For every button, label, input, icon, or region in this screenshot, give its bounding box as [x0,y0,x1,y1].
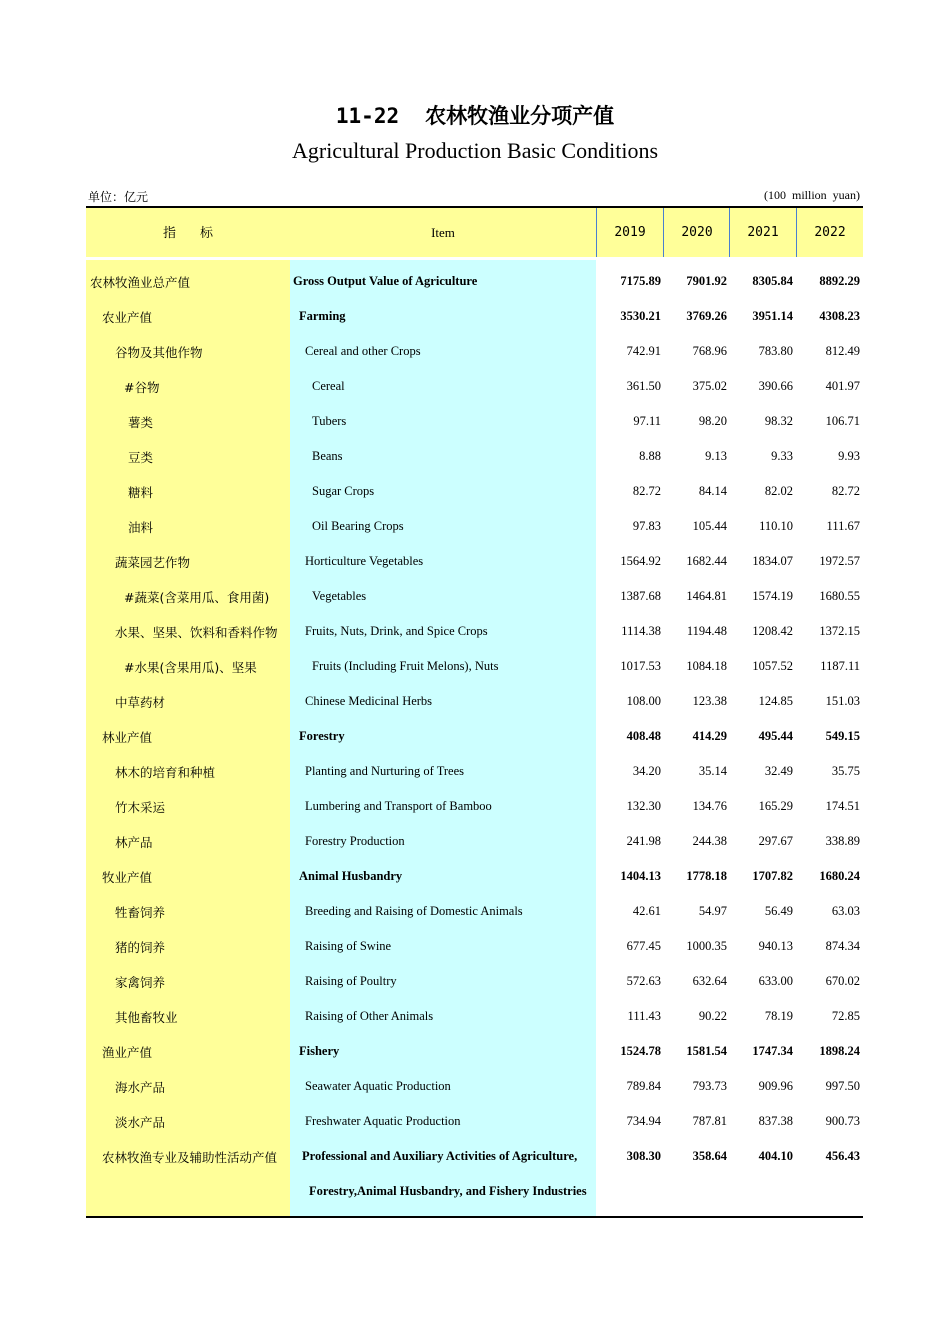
value-2021: 78.19 [764,1009,793,1023]
row-indicator-cn: #水果(含果用瓜)、坚果 [124,660,257,675]
value-2021: 1057.52 [752,659,793,673]
value-2022: 9.93 [838,449,860,463]
value-2021: 783.80 [758,344,793,358]
row-item-en: Vegetables [312,589,367,603]
value-2020: 35.14 [698,764,727,778]
value-2019: 241.98 [626,834,661,848]
value-2022: 82.72 [831,484,860,498]
value-2020: 1464.81 [686,589,727,603]
value-2021: 32.49 [764,764,793,778]
value-2021: 8305.84 [752,274,793,288]
table-row [86,475,863,510]
table-row [86,440,863,475]
value-2022: 1372.15 [819,624,860,638]
row-indicator-cn: 水果、坚果、饮料和香料作物 [115,625,278,640]
header-indicator-cn [86,208,290,257]
row-indicator-cn: 淡水产品 [115,1115,166,1130]
value-2021: 1707.82 [752,869,793,883]
value-2019: 3530.21 [620,309,661,323]
row-item-en: Professional and Auxiliary Activities of Agriculture, [302,1149,578,1163]
value-2022: 72.85 [831,1009,860,1023]
row-indicator-cn: 林业产值 [102,730,153,745]
table-row [86,370,863,405]
value-2020: 84.14 [698,484,727,498]
row-indicator-cn: 中草药材 [115,695,166,710]
row-item-en: Fruits (Including Fruit Melons), Nuts [312,659,499,673]
value-2019: 108.00 [626,694,661,708]
page-title-en: Agricultural Production Basic Conditions [291,138,659,163]
table-bottom-rule [86,1216,863,1218]
value-2020: 134.76 [692,799,727,813]
row-indicator-cn: 农业产值 [102,310,153,325]
value-2020: 787.81 [692,1114,727,1128]
value-2020: 632.64 [692,974,727,988]
row-item-en: Chinese Medicinal Herbs [305,694,433,708]
row-indicator-cn: 猪的饲养 [115,940,166,955]
row-indicator-cn: 林木的培育和种植 [115,765,216,780]
value-2020: 1084.18 [686,659,727,673]
value-2019: 742.91 [626,344,661,358]
value-2019: 111.43 [627,1009,661,1023]
row-item-en: Breeding and Raising of Domestic Animals [305,904,523,918]
table-row [86,1140,863,1175]
value-2021: 1747.34 [752,1044,793,1058]
value-2021: 940.13 [758,939,793,953]
value-2020: 793.73 [692,1079,727,1093]
value-2021: 404.10 [758,1149,793,1163]
value-2020: 123.38 [692,694,727,708]
table-number: 11-22 [335,104,400,128]
value-2019: 734.94 [626,1114,661,1128]
table-row [86,335,863,370]
value-2021: 9.33 [771,449,793,463]
value-2021: 1834.07 [752,554,793,568]
value-2021: 633.00 [758,974,793,988]
value-2019: 1387.68 [620,589,661,603]
value-2022: 1680.55 [819,589,860,603]
table-row [86,615,863,650]
value-2020: 7901.92 [686,274,727,288]
row-indicator-cn: #谷物 [124,380,160,395]
value-2019: 408.48 [626,729,661,743]
value-2022: 549.15 [825,729,860,743]
value-2022: 174.51 [825,799,860,813]
value-2019: 1404.13 [620,869,661,883]
value-2022: 456.43 [825,1149,860,1163]
value-2021: 110.10 [759,519,793,533]
row-indicator-cn: 家禽饲养 [115,975,166,990]
value-2020: 358.64 [692,1149,727,1163]
row-item-en: Freshwater Aquatic Production [305,1114,461,1128]
table-row [86,895,863,930]
value-2020: 1581.54 [686,1044,727,1058]
value-2022: 8892.29 [819,274,860,288]
table-row [86,650,863,685]
value-2022: 1972.57 [819,554,860,568]
row-item-en: Raising of Swine [305,939,392,953]
value-2022: 670.02 [825,974,860,988]
value-2019: 1524.78 [620,1044,661,1058]
value-2022: 111.67 [826,519,860,533]
value-2020: 1000.35 [686,939,727,953]
value-2019: 677.45 [626,939,661,953]
row-indicator-cn: 谷物及其他作物 [115,345,203,360]
value-2021: 297.67 [758,834,793,848]
value-2021: 56.49 [764,904,793,918]
row-item-en: Beans [312,449,343,463]
row-item-en: Forestry Production [305,834,405,848]
value-2019: 97.83 [632,519,661,533]
value-2020: 54.97 [698,904,727,918]
row-indicator-cn: 牲畜饲养 [115,905,166,920]
row-indicator-cn: 薯类 [128,415,154,430]
value-2020: 105.44 [692,519,727,533]
table-row [86,405,863,440]
row-indicator-cn: 竹木采运 [115,800,166,815]
row-item-en: Cereal and other Crops [305,344,421,358]
value-2020: 9.13 [705,449,727,463]
value-2019: 7175.89 [620,274,661,288]
value-2022: 900.73 [825,1114,860,1128]
value-2019: 132.30 [626,799,661,813]
value-2021: 837.38 [758,1114,793,1128]
header-cn-char-1: 指 [162,225,176,240]
table-row [86,1105,863,1140]
row-item-en: Fruits, Nuts, Drink, and Spice Crops [305,624,488,638]
row-indicator-cn: 海水产品 [115,1080,166,1095]
value-2019: 42.61 [632,904,661,918]
value-2020: 768.96 [692,344,727,358]
row-item-en: Raising of Other Animals [305,1009,434,1023]
value-2021: 98.32 [764,414,793,428]
row-indicator-cn: 其他畜牧业 [115,1010,178,1025]
value-2022: 997.50 [825,1079,860,1093]
table-header [86,208,863,257]
value-2020: 1682.44 [686,554,727,568]
value-2022: 401.97 [825,379,860,393]
table-row [86,790,863,825]
value-2021: 1574.19 [752,589,793,603]
row-item-en: Fishery [299,1044,340,1058]
row-item-en: Tubers [312,414,347,428]
table-body [86,265,863,1210]
value-2019: 1564.92 [620,554,661,568]
value-2019: 82.72 [632,484,661,498]
row-item-en: Oil Bearing Crops [312,519,404,533]
table-row [86,1070,863,1105]
value-2020: 1194.48 [686,624,727,638]
row-item-en: Animal Husbandry [299,869,403,883]
value-2021: 1208.42 [752,624,793,638]
value-2020: 98.20 [698,414,727,428]
value-2022: 1680.24 [819,869,860,883]
value-2021: 909.96 [758,1079,793,1093]
value-2020: 1778.18 [686,869,727,883]
value-2022: 4308.23 [819,309,860,323]
header-year: 2022 [796,208,863,257]
header-year: 2019 [596,208,663,257]
value-2022: 1187.11 [820,659,860,673]
row-item-en: Planting and Nurturing of Trees [305,764,465,778]
unit-label-en: (100 million yuan) [764,188,860,202]
value-2022: 812.49 [825,344,860,358]
table-row [86,685,863,720]
row-item-en: Forestry [299,729,345,743]
page-title-cn [0,100,950,130]
value-2019: 8.88 [639,449,661,463]
row-item-en: Gross Output Value of Agriculture [293,274,478,288]
row-indicator-cn: 农林牧渔业总产值 [90,275,191,290]
table-row [86,300,863,335]
row-item-en: Sugar Crops [312,484,375,498]
value-2022: 63.03 [831,904,860,918]
value-2022: 338.89 [825,834,860,848]
table-row [86,860,863,895]
table-row [86,930,863,965]
value-2019: 789.84 [626,1079,661,1093]
table-row [86,265,863,300]
unit-label-cn: 单位：亿元 [88,190,149,204]
header-cn-char-2: 标 [200,225,214,240]
value-2022: 106.71 [825,414,860,428]
row-indicator-cn: 豆类 [128,450,154,465]
header-year: 2021 [729,208,796,257]
value-2019: 1017.53 [620,659,661,673]
value-2019: 308.30 [626,1149,661,1163]
value-2019: 361.50 [626,379,661,393]
value-2019: 572.63 [626,974,661,988]
row-item-en: Cereal [312,379,345,393]
value-2022: 35.75 [831,764,860,778]
row-item-en: Farming [299,309,346,323]
value-2021: 390.66 [758,379,793,393]
value-2021: 124.85 [758,694,793,708]
header-item-en: Item [431,225,455,240]
row-indicator-cn: 农林牧渔专业及辅助性活动产值 [102,1150,278,1165]
table-row [86,545,863,580]
value-2022: 874.34 [825,939,860,953]
row-indicator-cn: 油料 [128,520,154,535]
value-2021: 82.02 [764,484,793,498]
value-2021: 165.29 [758,799,793,813]
row-indicator-cn: 渔业产值 [102,1045,153,1060]
table-row [86,580,863,615]
value-2022: 1898.24 [819,1044,860,1058]
row-item-en: Raising of Poultry [305,974,397,988]
row-item-en: Lumbering and Transport of Bamboo [305,799,492,813]
table-row [86,825,863,860]
row-indicator-cn: 糖料 [128,485,154,500]
table-row [86,720,863,755]
value-2020: 3769.26 [686,309,727,323]
row-indicator-cn: 蔬菜园艺作物 [115,555,191,570]
row-indicator-cn: 牧业产值 [102,870,153,885]
value-2019: 34.20 [632,764,661,778]
row-item-en-continuation: Forestry,Animal Husbandry, and Fishery Industries [309,1184,587,1198]
header-year: 2020 [663,208,730,257]
table-row [86,1000,863,1035]
title-cn-text: 农林牧渔业分项产值 [425,104,615,128]
value-2019: 97.11 [633,414,661,428]
table-row [86,510,863,545]
value-2020: 414.29 [692,729,727,743]
table-row [86,1035,863,1070]
value-2020: 244.38 [692,834,727,848]
value-2020: 375.02 [692,379,727,393]
value-2021: 3951.14 [752,309,793,323]
value-2021: 495.44 [758,729,793,743]
value-2020: 90.22 [698,1009,727,1023]
row-item-en: Horticulture Vegetables [305,554,424,568]
value-2022: 151.03 [825,694,860,708]
row-indicator-cn: #蔬菜(含菜用瓜、食用菌) [124,590,270,605]
row-item-en: Seawater Aquatic Production [305,1079,451,1093]
row-indicator-cn: 林产品 [115,835,153,850]
table-row [86,965,863,1000]
table-row-continuation [86,1175,863,1210]
table-row [86,755,863,790]
value-2019: 1114.38 [621,624,661,638]
